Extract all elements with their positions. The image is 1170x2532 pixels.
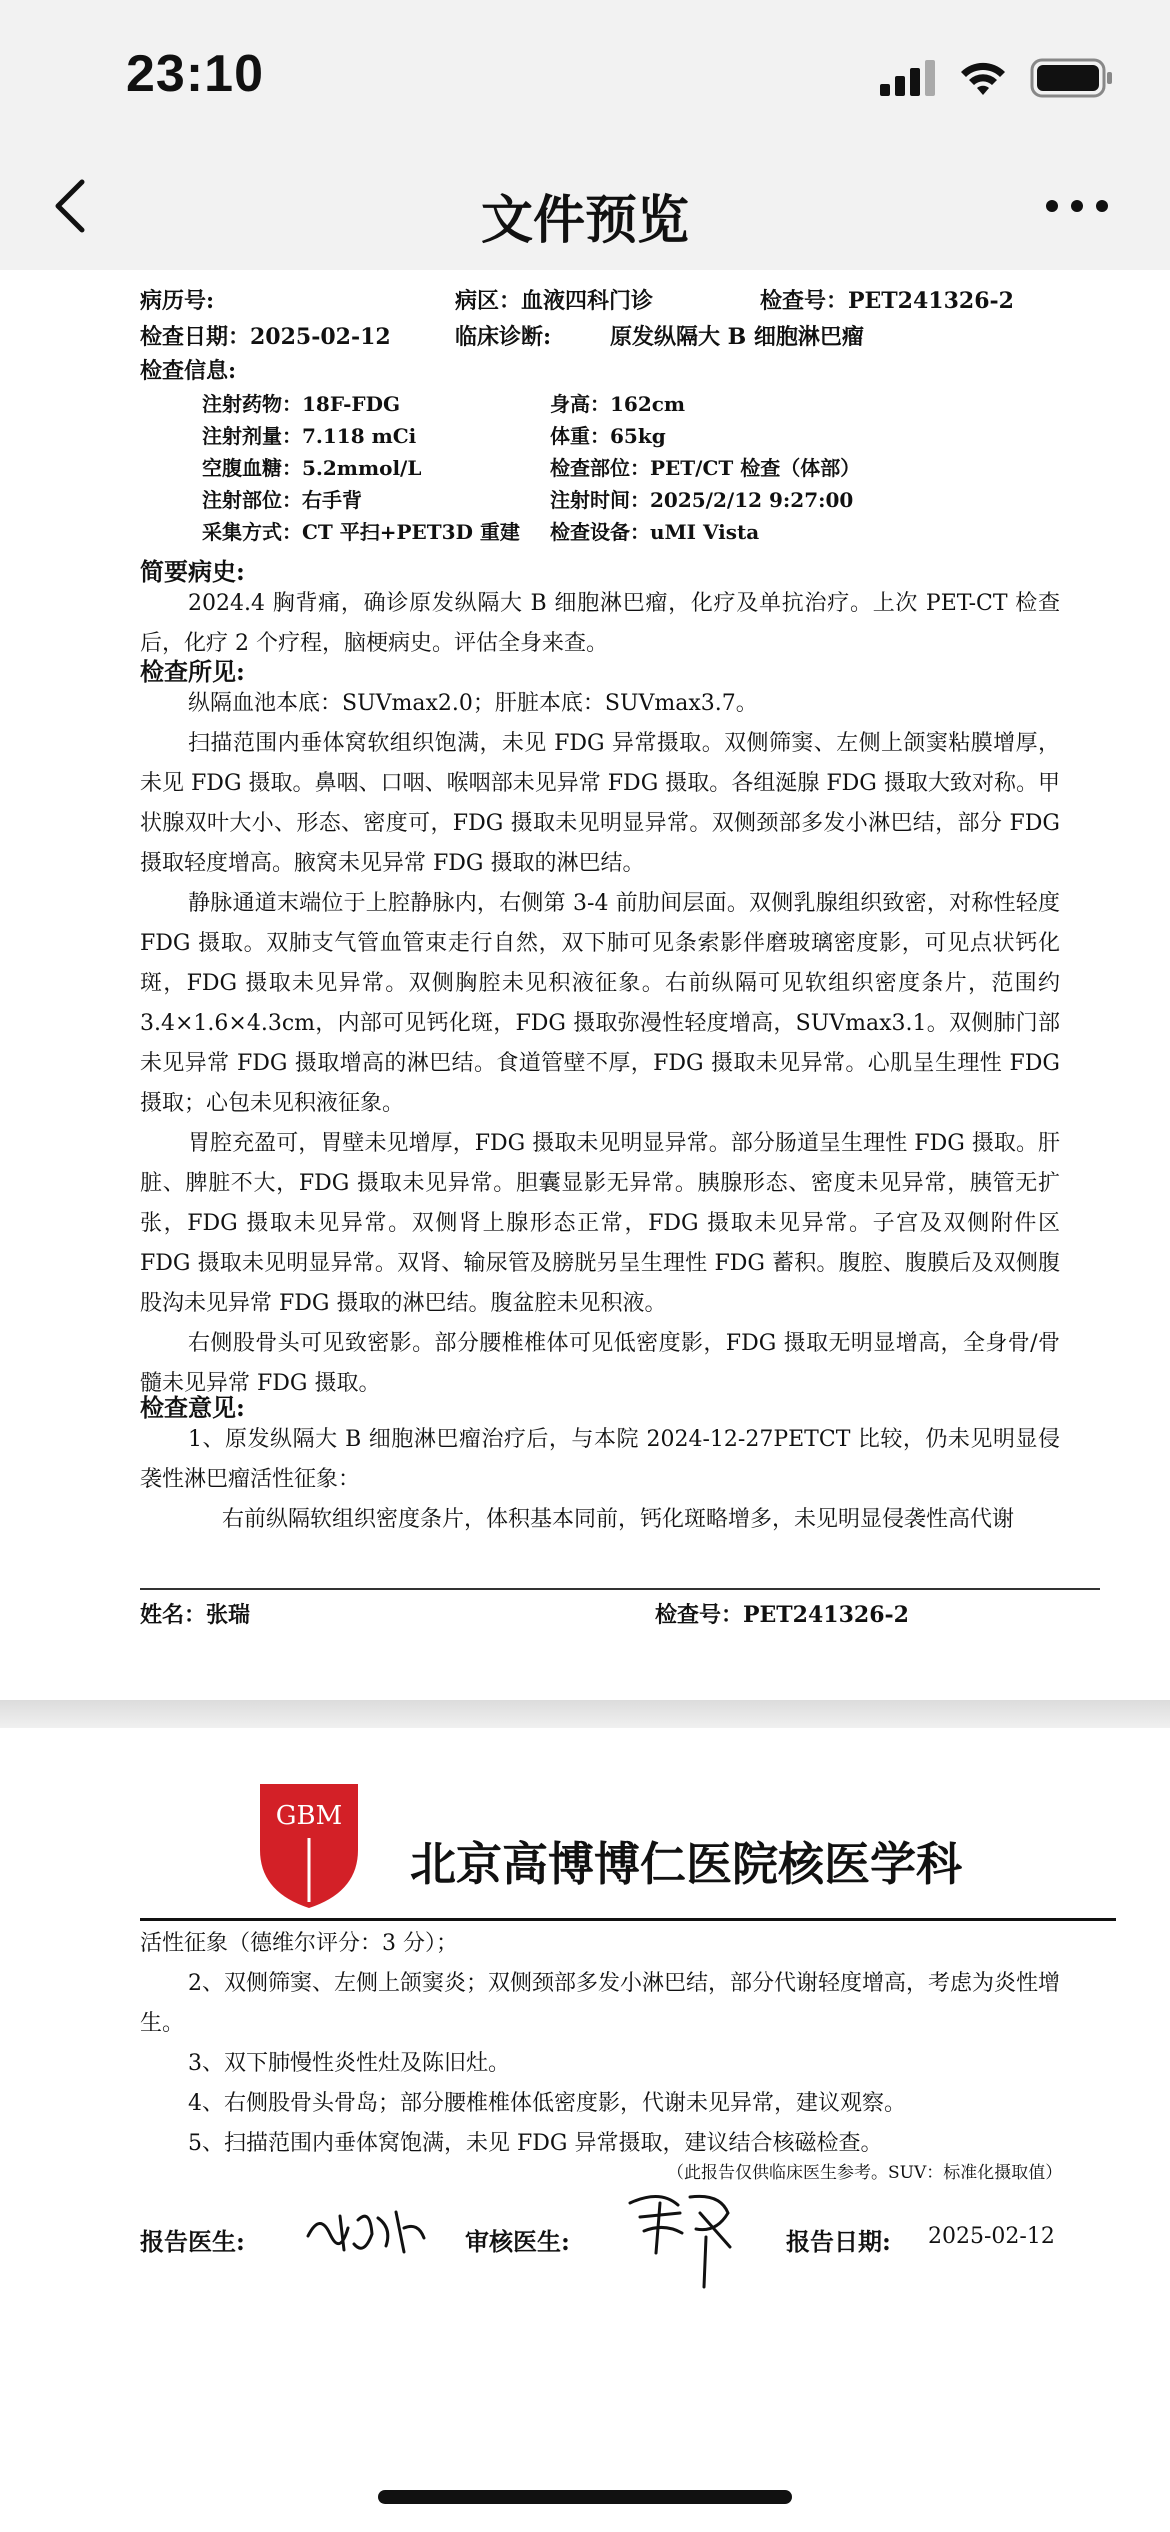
status-time: 23:10	[126, 45, 264, 103]
header-rule	[140, 1918, 1116, 1921]
wifi-icon	[958, 59, 1008, 97]
finding-head-neck: 扫描范围内垂体窝软组织饱满，未见 FDG 异常摄取。双侧筛窦、左侧上颌窦粘膜增厚，未见 FDG 摄取。鼻咽、口咽、喉咽部未见异常 FDG 摄取。各组涎腺 FDG 摄取大致对称。甲状腺双叶大小、形态、密度可，FDG 摄取未见明显异常。双侧颈部多发小淋巴结，部分 FDG 摄取轻度增高。腋窝未见异常 FDG 摄取的淋巴结。	[140, 731, 1060, 876]
info-site: 注射部位：右手背	[202, 488, 362, 512]
history-text: 2024.4 胸背痛，确诊原发纵隔大 B 细胞淋巴瘤，化疗及单抗治疗。上次 PET-CT 检查后，化疗 2 个疗程，脑梗病史。评估全身来查。	[140, 591, 1060, 656]
exam-date-field: 检查日期：2025-02-12	[140, 324, 391, 350]
record-no-label: 病历号:	[140, 288, 215, 314]
report-note: （此报告仅供临床医生参考。SUV：标准化摄取值）	[667, 2163, 1063, 2183]
finding-chest: 静脉通道末端位于上腔静脉内，右侧第 3-4 前肋间层面。双侧乳腺组织致密，对称性轻度 FDG 摄取。双肺支气管血管束走行自然，双下肺可见条索影伴磨玻璃密度影，可见点状钙化斑，FDG 摄取未见异常。双侧胸腔未见积液征象。右前纵隔可见软组织密度条片，范围约 3.4×1.6×4.3cm，内部可见钙化斑，FDG 摄取弥漫性轻度增高，SUVmax3.1。双侧肺门部未见异常 FDG 摄取增高的淋巴结。食道管壁不厚，FDG 摄取未见异常。心肌呈生理性 FDG 摄取；心包未见积液征象。	[140, 891, 1060, 1116]
battery-icon	[1030, 58, 1114, 98]
opinion-text	[140, 1420, 1060, 1540]
info-height: 身高：162cm	[550, 392, 686, 416]
finding-baseline: 纵隔血池本底：SUVmax2.0；肝脏本底：SUVmax3.7。	[188, 691, 758, 716]
report-date-label: 报告日期:	[786, 2227, 891, 2256]
exam-no-field: 检查号：PET241326-2	[760, 288, 1014, 314]
footer-exam-no: 检查号：PET241326-2	[655, 1602, 909, 1628]
reviewer-label: 审核医生:	[465, 2227, 570, 2256]
top-bar	[0, 0, 1170, 270]
opinion-item-3: 3、双下肺慢性炎性灶及陈旧灶。	[188, 2051, 510, 2076]
home-indicator[interactable]	[378, 2490, 792, 2504]
diagnosis-label: 临床诊断:	[455, 324, 552, 350]
svg-text:GBM: GBM	[275, 1801, 343, 1831]
opinion-item-2: 2、双侧筛窦、左侧上颌窦炎；双侧颈部多发小淋巴结，部分代谢轻度增高，考虑为炎性增生。	[140, 1971, 1061, 2036]
findings-label: 检查所见:	[140, 657, 245, 686]
opinion-item-5: 5、扫描范围内垂体窝饱满，未见 FDG 异常摄取，建议结合核磁检查。	[188, 2131, 883, 2156]
opinion-item-1: 1、原发纵隔大 B 细胞淋巴瘤治疗后，与本院 2024-12-27PETCT 比较，仍未见明显侵袭性淋巴瘤活性征象：	[140, 1427, 1060, 1492]
more-options-icon[interactable]	[1044, 196, 1110, 216]
history-label: 简要病史:	[140, 557, 245, 586]
diagnosis-value: 原发纵隔大 B 细胞淋巴瘤	[610, 324, 864, 350]
page-separator	[0, 1700, 1170, 1728]
info-region: 检查部位：PET/CT 检查（体部）	[550, 456, 861, 480]
info-device: 检查设备：uMI Vista	[550, 520, 760, 544]
info-glucose: 空腹血糖：5.2mmol/L	[202, 456, 422, 480]
hospital-logo	[256, 1780, 362, 1910]
ward-field: 病区：血液四科门诊	[455, 288, 654, 314]
info-time: 注射时间：2025/2/12 9:27:00	[550, 488, 854, 512]
reporter-label: 报告医生:	[140, 2227, 245, 2256]
report-date-value: 2025-02-12	[928, 2224, 1055, 2249]
report-page-2[interactable]	[0, 1728, 1170, 2532]
reviewer-signature	[620, 2183, 740, 2293]
info-weight: 体重：65kg	[550, 424, 666, 448]
exam-info-label: 检查信息:	[140, 358, 237, 384]
hospital-title: 北京高博博仁医院核医学科	[410, 1837, 962, 1891]
footer-name: 姓名：张瑞	[140, 1602, 251, 1628]
finding-bone: 右侧股骨头可见致密影。部分腰椎椎体可见低密度影，FDG 摄取无明显增高，全身骨/骨髓未见异常 FDG 摄取。	[140, 1331, 1060, 1396]
opinion-item-4: 4、右侧股骨头骨岛；部分腰椎椎体低密度影，代谢未见异常，建议观察。	[188, 2091, 906, 2116]
info-method: 采集方式：CT 平扫+PET3D 重建	[202, 520, 520, 544]
footer-rule	[140, 1588, 1100, 1590]
page-title: 文件预览	[480, 191, 689, 251]
opinion-label: 检查意见:	[140, 1393, 245, 1422]
opinion-continued: 活性征象（德维尔评分：3 分）； 2、双侧筛窦、左侧上颌窦炎；双侧颈部多发小淋巴结，部分代谢轻度增高，考虑为炎性增生。 3、双下肺慢性炎性灶及陈旧灶。 4、右侧股骨头骨岛；部分腰椎椎体低密度影，代谢未见异常，建议观察。 5、扫描范围内垂体窝饱满，未见 FDG 异常摄取，建议结合核磁检查。	[140, 1924, 1060, 2164]
info-dose: 注射剂量：7.118 mCi	[202, 424, 417, 448]
findings-text	[140, 684, 1060, 1404]
finding-abdomen: 胃腔充盈可，胃壁未见增厚，FDG 摄取未见明显异常。部分肠道呈生理性 FDG 摄取。肝脏、脾脏不大，FDG 摄取未见异常。胆囊显影无异常。胰腺形态、密度未见异常，胰管无扩张，FDG 摄取未见异常。双侧肾上腺形态正常，FDG 摄取未见异常。子宫及双侧附件区 FDG 摄取未见明显异常。双肾、输尿管及膀胱另呈生理性 FDG 蓄积。腹腔、腹膜后及双侧腹股沟未见异常 FDG 摄取的淋巴结。腹盆腔未见积液。	[140, 1131, 1060, 1316]
info-drug: 注射药物：18F-FDG	[202, 392, 401, 416]
reporter-signature	[300, 2198, 430, 2268]
status-icons	[880, 58, 1114, 98]
report-page-1[interactable]	[0, 270, 1170, 1700]
opinion-item-1-sub: 右前纵隔软组织密度条片，体积基本同前，钙化斑略增多，未见明显侵袭性高代谢	[222, 1507, 1015, 1532]
cellular-signal-icon	[880, 60, 936, 96]
